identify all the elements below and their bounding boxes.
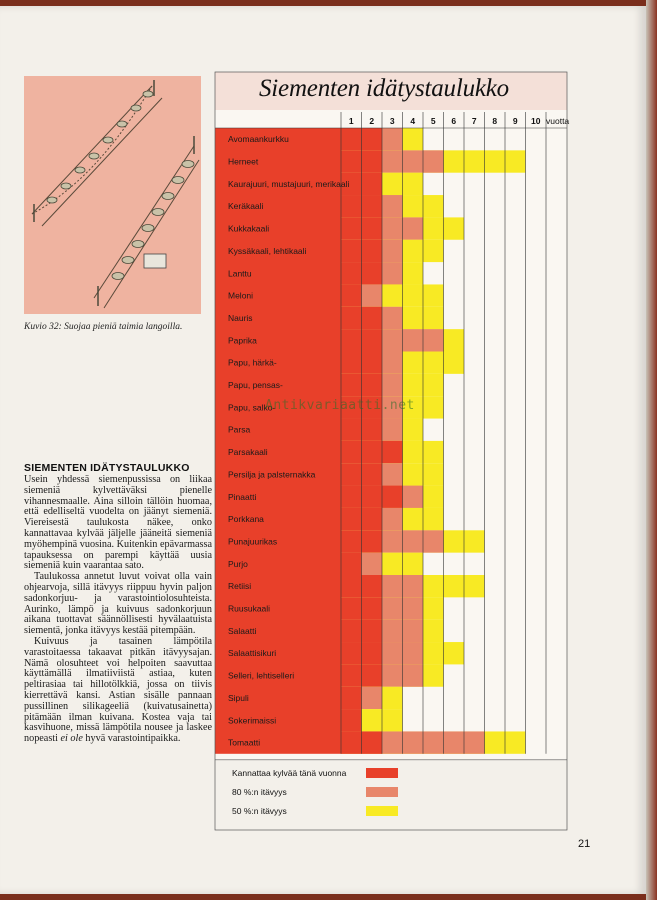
page-number: 21: [578, 838, 591, 850]
row-label-22: Salaatti: [228, 625, 257, 636]
bar-kannattaa-14: [341, 441, 403, 463]
x-tick-3: 3: [389, 116, 395, 126]
row-label-3: Keräkaali: [228, 201, 264, 212]
row-label-20: Retiisi: [228, 581, 252, 592]
row-label-26: Sokerimaissi: [228, 715, 277, 726]
row-label-5: Kyssäkaali, lehtikaali: [228, 245, 307, 256]
paragraph-3-emphasis: ei ole: [60, 733, 83, 745]
row-label-17: Porkkana: [228, 514, 264, 525]
x-tick-1: 1: [348, 116, 354, 126]
row-label-16: Pinaatti: [228, 491, 257, 502]
legend-swatch-kannattaa: [366, 768, 398, 778]
row-label-23: Salaattisikuri: [228, 648, 277, 659]
section-heading: SIEMENTEN IDÄTYSTAULUKKO: [24, 462, 190, 474]
row-label-19: Purjo: [228, 558, 248, 569]
row-label-15: Persilja ja palsternakka: [228, 469, 316, 480]
row-label-18: Punajuurikas: [228, 536, 278, 547]
x-tick-10: 10: [531, 116, 541, 126]
legend-swatch-80: [366, 787, 398, 797]
legend-label-kannattaa: Kannattaa kylvää tänä vuonna: [232, 768, 347, 778]
row-label-12: Papu, salko-: [228, 402, 276, 413]
chart-title: Siementen idätystaulukko: [259, 75, 509, 102]
row-label-13: Parsa: [228, 424, 251, 435]
paragraph-3-end: hyvä varastointipaikka.: [82, 733, 181, 745]
bar-kannattaa-26: [341, 709, 362, 731]
row-label-21: Ruusukaali: [228, 603, 271, 614]
x-tick-9: 9: [512, 116, 518, 126]
row-label-24: Selleri, lehtiselleri: [228, 670, 295, 681]
bar-kannattaa-16: [341, 486, 403, 508]
row-label-7: Meloni: [228, 290, 254, 301]
row-label-4: Kukkakaali: [228, 223, 270, 234]
x-tick-5: 5: [430, 116, 436, 126]
x-tick-2: 2: [369, 116, 375, 126]
paragraph-1: Usein yhdessä siemenpussissa on liikaa siemeniä kylvettäväksi pienelle vihannesmaalle. Aina silloin tällöin huomaa, että edelliseltä vuodelta on jäänyt siemeniä. Viereisestä taulukosta näkee, onko kannattavaa kylvää jäljelle jääneitä siemeniä myöhempinä vuosina. Kuitenkin epävarmassa tapauksessa on parempi käyttää uusia siemeniä kuin vaarantaa sato.: [24, 474, 212, 572]
row-label-25: Sipuli: [228, 692, 249, 703]
row-label-11: Papu, pensas-: [228, 380, 283, 391]
bar-kannattaa-25: [341, 687, 362, 709]
bar-kannattaa-7: [341, 284, 362, 306]
legend-label-50: 50 %:n itävyys: [232, 806, 287, 816]
paragraph-2: Taulukossa annetut luvut voivat olla vain ohjearvoja, sillä itävyys riippuu hyvin paljon sadonkorjuu- ja varastointiolosuhteista. Aurinko, lämpö ja kuivuus sadonkorjuun aikana tuottavat säännöllisesti hyvälaatuista siementä, jonka itävyys kestää pitempään.: [24, 571, 212, 637]
row-label-1: Herneet: [228, 156, 259, 167]
bar-kannattaa-19: [341, 553, 362, 575]
x-axis-label: vuotta: [546, 116, 570, 126]
row-label-14: Parsakaali: [228, 447, 268, 458]
legend-swatch-50: [366, 806, 398, 816]
row-label-0: Avomaankurkku: [228, 134, 289, 145]
legend-label-80: 80 %:n itävyys: [232, 787, 287, 797]
x-tick-4: 4: [410, 116, 416, 126]
figure-caption: Kuvio 32: Suojaa pieniä taimia langoilla.: [24, 322, 183, 332]
row-label-2: Kaurajuuri, mustajuuri, merikaali: [228, 178, 350, 189]
row-label-8: Nauris: [228, 312, 253, 323]
label-column-block: [215, 128, 341, 754]
x-tick-8: 8: [492, 116, 498, 126]
paragraph-3-text: Kuivuus ja tasainen lämpötila varastoitaessa takaavat pitkän itävyysajan. Nämä olosuhteet voi helpoiten saavuttaa käyttämällä ilmatiiviistä astiaa, kuten peltirasiaa tai hillotölkkiä, jossa on tiivis kierrettävä kansi. Astian sisälle pannaan pussillinen silikageeliä (kuivatusainetta) pitämään ilman kuivana. Kostea vaja tai kasvihuone, missä lämpötila nousee ja laskee nopeasti: [24, 635, 212, 745]
row-label-27: Tomaatti: [228, 737, 261, 748]
row-label-10: Papu, härkä-: [228, 357, 277, 368]
row-label-9: Paprika: [228, 335, 257, 346]
watermark: Antikvariaatti.net: [265, 398, 415, 413]
row-label-6: Lanttu: [228, 268, 252, 279]
x-tick-6: 6: [451, 116, 457, 126]
x-tick-7: 7: [471, 116, 477, 126]
